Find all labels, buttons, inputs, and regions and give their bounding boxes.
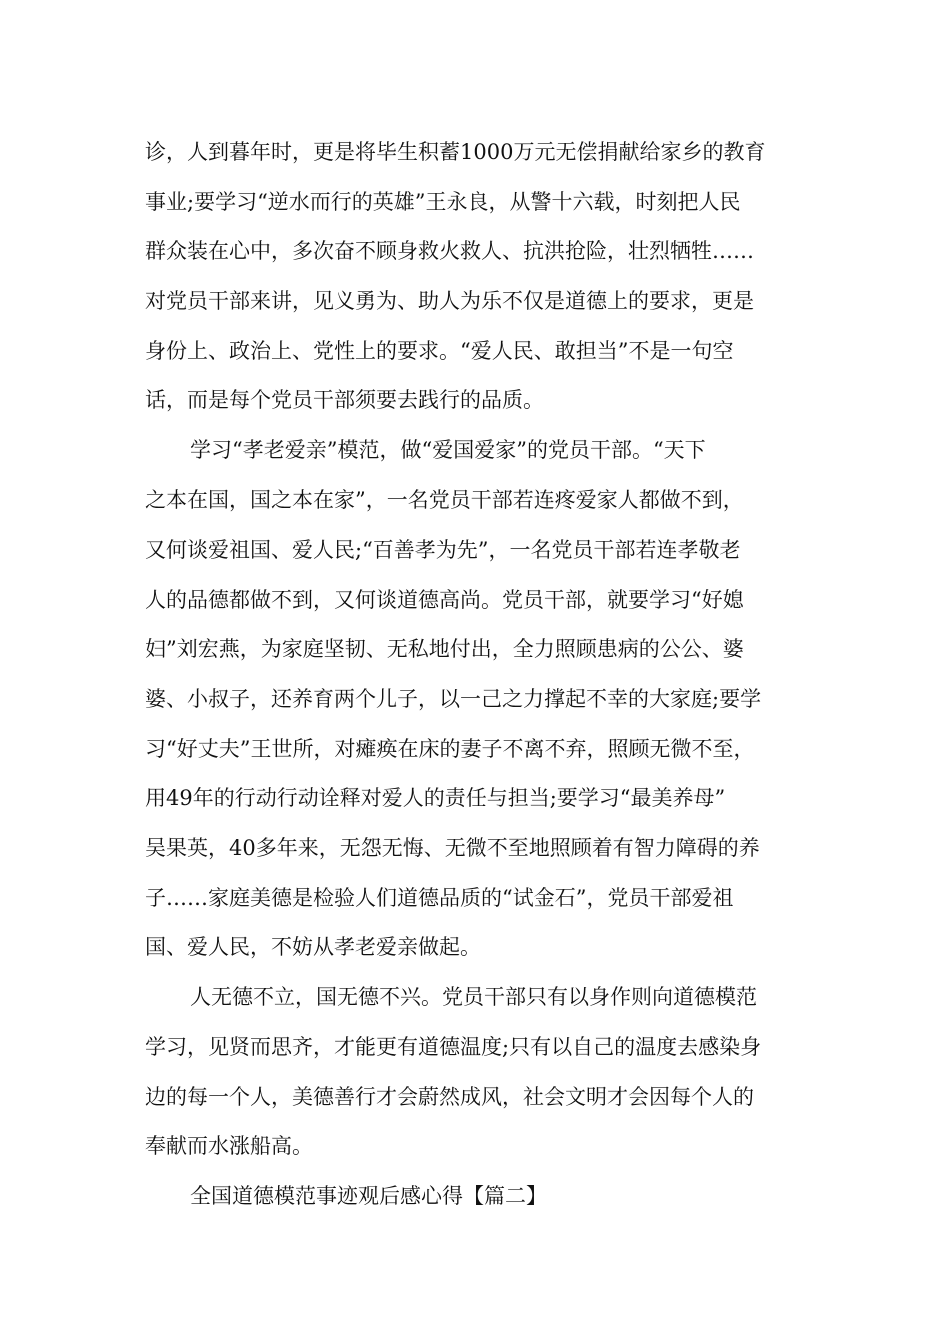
text-line: 群众装在心中，多次奋不顾身救火救人、抗洪抢险，壮烈牺牲…… bbox=[145, 239, 754, 263]
text-line: 事业;要学习“逆水而行的英雄”王永良，从警十六载，时刻把人民 bbox=[145, 190, 741, 214]
section-heading: 全国道德模范事迹观后感心得【篇二】 bbox=[190, 1184, 547, 1208]
text-line: 之本在国，国之本在家”，一名党员干部若连疼爱家人都做不到， bbox=[145, 488, 744, 512]
text-line: 人的品德都做不到，又何谈道德高尚。党员干部，就要学习“好媳 bbox=[145, 588, 744, 612]
text-line: 身份上、政治上、党性上的要求。“爱人民、敢担当”不是一句空 bbox=[145, 339, 734, 363]
paragraph-first-line: 学习“孝老爱亲”模范，做“爱国爱家”的党员干部。“天下 bbox=[190, 438, 706, 462]
text-line: 又何谈爱祖国、爱人民;“百善孝为先”，一名党员干部若连孝敬老 bbox=[145, 538, 741, 562]
text-line: 国、爱人民，不妨从孝老爱亲做起。 bbox=[145, 935, 481, 959]
text-line: 子……家庭美德是检验人们道德品质的“试金石”，党员干部爱祖 bbox=[145, 886, 734, 910]
text-line: 边的每一个人，美德善行才会蔚然成风，社会文明才会因每个人的 bbox=[145, 1085, 754, 1109]
text-line: 对党员干部来讲，见义勇为、助人为乐不仅是道德上的要求，更是 bbox=[145, 289, 754, 313]
text-line: 婆、小叔子，还养育两个儿子，以一己之力撑起不幸的大家庭;要学 bbox=[145, 687, 762, 711]
text-line: 话，而是每个党员干部须要去践行的品质。 bbox=[145, 388, 544, 412]
text-line: 妇”刘宏燕，为家庭坚韧、无私地付出，全力照顾患病的公公、婆 bbox=[145, 637, 744, 661]
paragraph-first-line: 人无德不立，国无德不兴。党员干部只有以身作则向道德模范 bbox=[190, 985, 757, 1009]
text-line: 用49年的行动行动诠释对爱人的责任与担当;要学习“最美养母” bbox=[145, 786, 726, 810]
text-line: 吴果英，40多年来，无怨无悔、无微不至地照顾着有智力障碍的养 bbox=[145, 836, 760, 860]
text-line: 学习，见贤而思齐，才能更有道德温度;只有以自己的温度去感染身 bbox=[145, 1035, 762, 1059]
text-line: 奉献而水涨船高。 bbox=[145, 1134, 313, 1158]
text-line: 习“好丈夫”王世所，对瘫痪在床的妻子不离不弃，照顾无微不至， bbox=[145, 737, 755, 761]
text-line: 诊，人到暮年时，更是将毕生积蓄1000万元无偿捐献给家乡的教育 bbox=[145, 140, 766, 164]
